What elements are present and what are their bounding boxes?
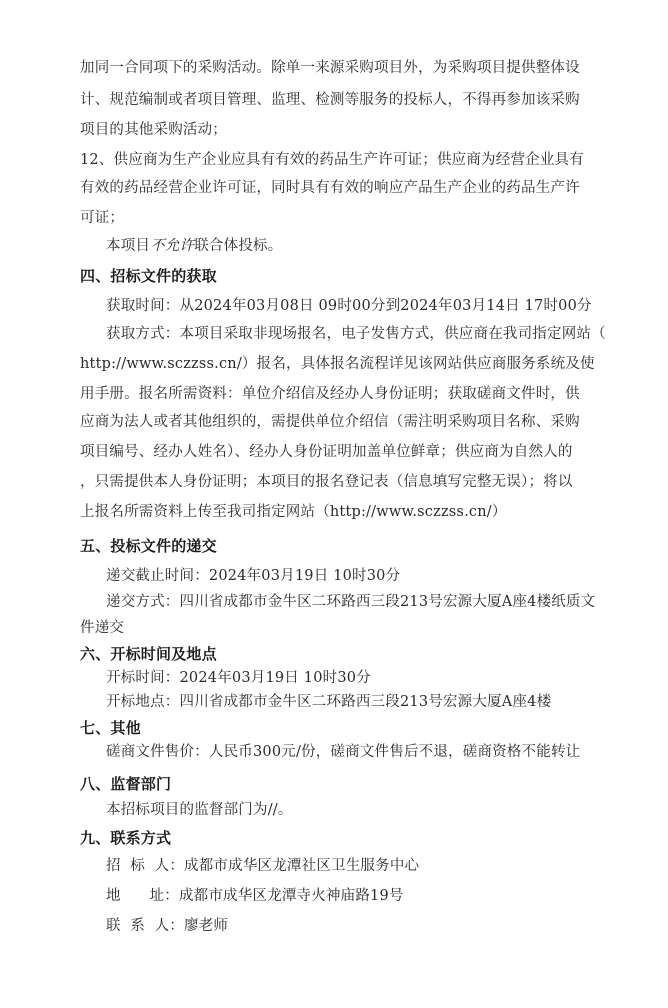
section-7-heading: 七、其他 xyxy=(80,719,141,737)
intro-line-4: 12、供应商为生产企业应具有有效的药品生产许可证；供应商为经营企业具有 xyxy=(80,152,584,168)
section-6-heading: 六、开标时间及地点 xyxy=(80,645,217,663)
acquire-method-line-1: 获取方式：本项目采取非现场报名，电子发售方式，供应商在我司指定网站（ xyxy=(106,326,606,342)
acquire-method-line-7: 上报名所需资料上传至我司指定网站（http://www.sczzss.cn/） xyxy=(80,504,507,520)
acquire-method-line-4: 应商为法人或者其他组织的，需提供单位介绍信（需注明采购项目名称、采购 xyxy=(80,414,580,430)
intro-line-1: 加同一合同项下的采购活动。除单一来源采购项目外，为采购项目提供整体设 xyxy=(80,60,580,76)
opening-time: 开标时间：2024年03月19日 10时30分 xyxy=(106,670,371,686)
contact-buyer: 招 标 人：成都市成华区龙潭社区卫生服务中心 xyxy=(106,858,420,874)
opening-place: 开标地点：四川省成都市金牛区二环路西三段213号宏源大厦A座4楼 xyxy=(106,694,552,710)
submit-method-line-2: 件递交 xyxy=(80,620,125,636)
acquire-method-line-2: http://www.sczzss.cn/）报名，具体报名流程详见该网站供应商服务系统及使 xyxy=(80,356,595,372)
acquire-time: 获取时间：从2024年03月08日 09时00分到2024年03月14日 17时00分 xyxy=(106,298,592,314)
section-8-heading: 八、监督部门 xyxy=(80,775,172,793)
section-5-heading: 五、投标文件的递交 xyxy=(80,537,217,555)
contact-address: 地 址：成都市成华区龙潭寺火神庙路19号 xyxy=(106,888,404,904)
consortium-suffix: 联合体投标。 xyxy=(194,238,283,254)
acquire-method-line-6: ，只需提供本人身份证明；本项目的报名登记表（信息填写完整无误）；将以 xyxy=(80,474,573,490)
consortium-line xyxy=(106,236,282,256)
supervision-dept: 本招标项目的监督部门为//。 xyxy=(106,802,293,818)
consortium-prefix: 本项目 xyxy=(106,238,151,254)
document-price: 磋商文件售价：人民币300元/份，磋商文件售后不退，磋商资格不能转让 xyxy=(106,744,581,760)
contact-person: 联 系 人：廖老师 xyxy=(106,918,229,934)
section-4-heading: 四、招标文件的获取 xyxy=(80,267,217,285)
intro-line-6: 可证； xyxy=(80,210,125,226)
intro-line-2: 计、规范编制或者项目管理、监理、检测等服务的投标人，不得再参加该采购 xyxy=(80,92,580,108)
intro-line-3: 项目的其他采购活动； xyxy=(80,122,227,138)
acquire-method-line-5: 项目编号、经办人姓名）、经办人身份证明加盖单位鲜章；供应商为自然人的 xyxy=(80,444,573,460)
acquire-method-line-3: 用手册。报名所需资料：单位介绍信及经办人身份证明；获取磋商文件时，供 xyxy=(80,386,580,402)
intro-line-5: 有效的药品经营企业许可证，同时具有有效的响应产品生产企业的药品生产许 xyxy=(80,180,580,196)
section-9-heading: 九、联系方式 xyxy=(80,829,172,847)
submit-deadline: 递交截止时间：2024年03月19日 10时30分 xyxy=(106,568,401,584)
consortium-emphasis: 不允许 xyxy=(150,238,195,254)
submit-method-line-1: 递交方式：四川省成都市金牛区二环路西三段213号宏源大厦A座4楼纸质文 xyxy=(106,594,596,610)
